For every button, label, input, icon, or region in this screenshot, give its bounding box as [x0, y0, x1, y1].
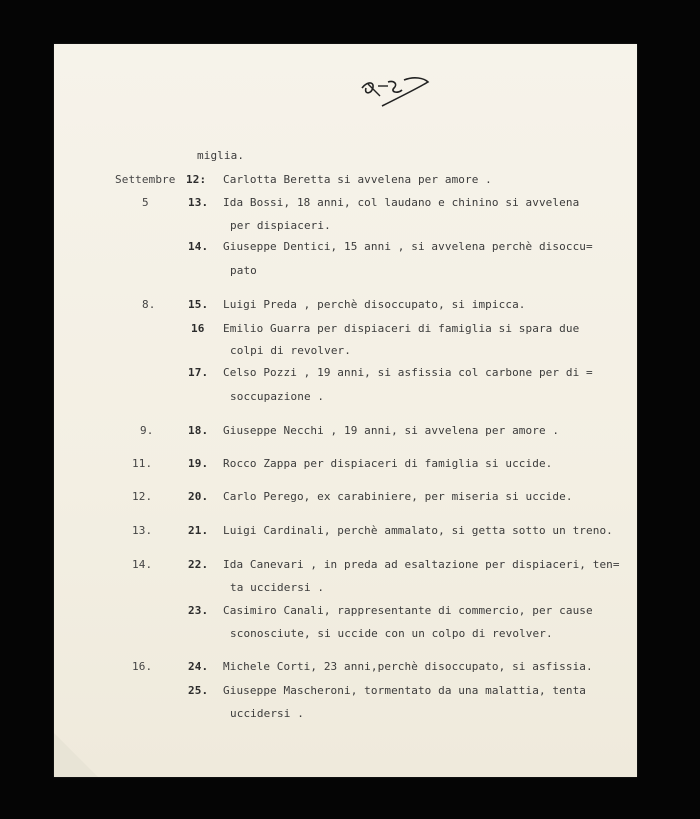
entry-date: 11. [132, 457, 153, 470]
entry-number: 24. [188, 660, 209, 673]
entry-text: Luigi Cardinali, perchè ammalato, si getta sotto un treno. [223, 524, 613, 537]
entry-text: Carlo Perego, ex carabiniere, per miseria si uccide. [223, 490, 573, 503]
entry-number: 18. [188, 424, 209, 437]
entry-text: pato [230, 264, 257, 277]
entry-date: 13. [132, 524, 153, 537]
entry-number: 21. [188, 524, 209, 537]
entry-number: 20. [188, 490, 209, 503]
entry-text: Celso Pozzi , 19 anni, si asfissia col carbone per di = [223, 366, 593, 379]
entry-number: 14. [188, 240, 209, 253]
month-label: Settembre [115, 173, 176, 186]
entry-number: 25. [188, 684, 209, 697]
entry-text: Giuseppe Necchi , 19 anni, si avvelena per amore . [223, 424, 560, 437]
entry-text: Emilio Guarra per dispiaceri di famiglia si spara due [223, 322, 580, 335]
entry-date: 9. [140, 424, 154, 437]
entry-text: Giuseppe Dentici, 15 anni , si avvelena perchè disoccu= [223, 240, 593, 253]
document-page [54, 44, 637, 777]
entry-text: Luigi Preda , perchè disoccupato, si impicca. [223, 298, 526, 311]
entry-number: 19. [188, 457, 209, 470]
entry-text: Giuseppe Mascheroni, tormentato da una malattia, tenta [223, 684, 587, 697]
entry-date: 8. [142, 298, 156, 311]
continuation-text: miglia. [197, 149, 245, 162]
entry-date: 12. [132, 490, 153, 503]
entry-text: Casimiro Canali, rappresentante di commercio, per cause [223, 604, 593, 617]
entry-text: Ida Bossi, 18 anni, col laudano e chinino si avvelena [223, 196, 580, 209]
entry-number: 17. [188, 366, 209, 379]
entry-date: 5 [142, 196, 149, 209]
handwritten-page-mark [358, 74, 438, 110]
entry-text: uccidersi . [230, 707, 304, 720]
entry-number: 12: [186, 173, 207, 186]
entry-number: 23. [188, 604, 209, 617]
entry-date: 16. [132, 660, 153, 673]
entry-text: Ida Canevari , in preda ad esaltazione per dispiaceri, ten= [223, 558, 620, 571]
entry-text: Rocco Zappa per dispiaceri di famiglia si uccide. [223, 457, 553, 470]
entry-number: 16 [191, 322, 205, 335]
entry-text: sconosciute, si uccide con un colpo di revolver. [230, 627, 553, 640]
entry-text: per dispiaceri. [230, 219, 331, 232]
entry-text: colpi di revolver. [230, 344, 352, 357]
entry-text: soccupazione . [230, 390, 325, 403]
entry-number: 13. [188, 196, 209, 209]
entry-number: 22. [188, 558, 209, 571]
entry-number: 15. [188, 298, 209, 311]
entry-text: ta uccidersi . [230, 581, 325, 594]
entry-text: Michele Corti, 23 anni,perchè disoccupato, si asfissia. [223, 660, 593, 673]
entry-date: 14. [132, 558, 153, 571]
entry-text: Carlotta Beretta si avvelena per amore . [223, 173, 492, 186]
folded-corner [54, 733, 98, 777]
